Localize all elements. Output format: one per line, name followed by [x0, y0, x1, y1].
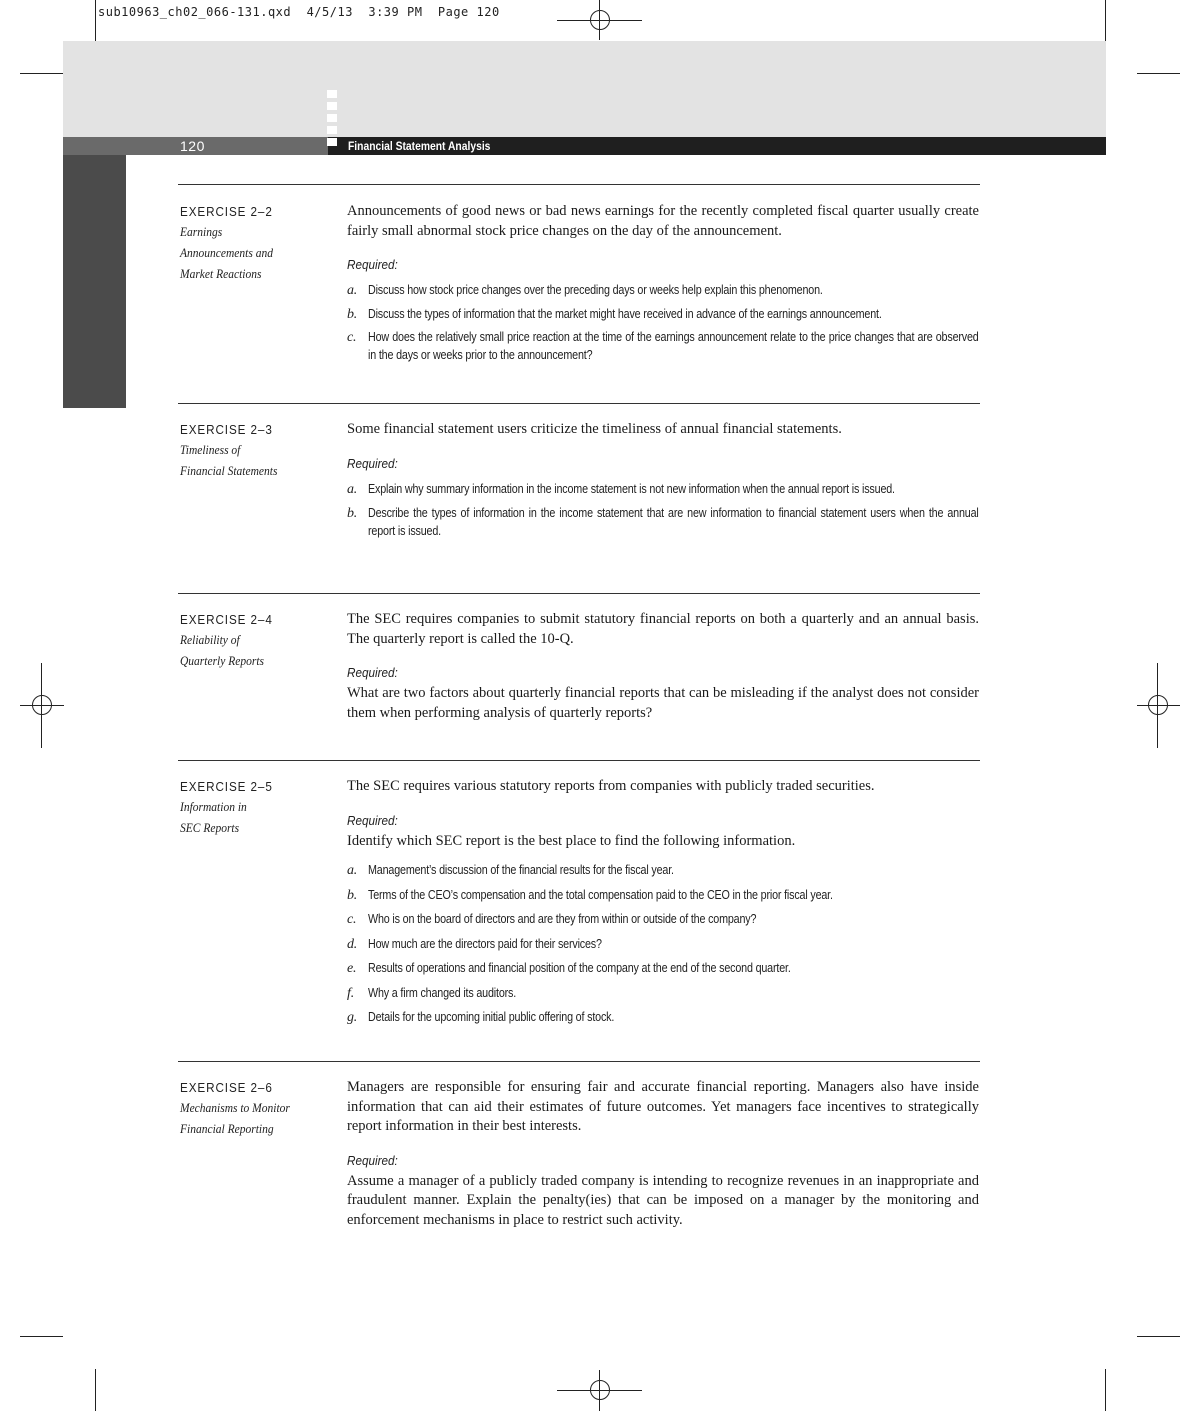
required-label: Required: [347, 665, 398, 680]
exercise-label [180, 612, 330, 672]
exercise-body [347, 1078, 979, 1230]
exercise-intro: The SEC requires various statutory reports from companies with publicly traded securities. [347, 778, 875, 794]
exercise-number: EXERCISE 2–6 [180, 1080, 273, 1095]
list-item: a. Discuss how stock price changes over the preceding days or weeks help explain this phenomenon. [347, 283, 823, 298]
list-item: b. Describe the types of information in the income statement that are new information to financial statement users when the annual report is issued. [347, 506, 979, 538]
question-list [347, 481, 979, 541]
section-rule [178, 760, 980, 761]
section-rule [178, 1061, 980, 1062]
print-slug: sub10963_ch02_066-131.qxd 4/5/13 3:39 PM Page 120 [98, 5, 500, 19]
question-list [347, 282, 979, 364]
list-item: b. Terms of the CEO’s compensation and the total compensation paid to the CEO in the prior fiscal year. [347, 887, 833, 903]
exercise-topic: Quarterly Reports [180, 654, 265, 668]
exercise-body [347, 420, 979, 540]
list-item: b. Discuss the types of information that the market might have received in advance of the earnings announcement. [347, 306, 882, 322]
header-tick-marks [327, 90, 337, 150]
exercise-label [180, 779, 330, 839]
exercise-intro: Announcements of good news or bad news earnings for the recently completed fiscal quarter usually create fairly small abnormal stock price changes on the day of the announcement. [347, 203, 979, 239]
section-rule [178, 403, 980, 404]
exercise-label [180, 1080, 330, 1140]
question-list [347, 862, 979, 1027]
exercise-body [347, 610, 979, 723]
list-item: e. Results of operations and financial position of the company at the end of the second quarter. [347, 961, 791, 976]
exercise-topic: Timeliness of [180, 443, 241, 457]
exercise-body [347, 202, 979, 364]
list-item: f. Why a firm changed its auditors. [347, 985, 517, 1001]
list-item: a. Management’s discussion of the financial results for the fiscal year. [347, 863, 674, 878]
list-item: g. Details for the upcoming initial public offering of stock. [347, 1010, 615, 1025]
section-rule [178, 184, 980, 185]
header-band [63, 41, 1106, 137]
exercise-label [180, 422, 330, 482]
exercise-label [180, 204, 330, 285]
required-label: Required: [347, 812, 398, 828]
exercise-topic: Mechanisms to Monitor [180, 1101, 290, 1115]
exercise-topic: Market Reactions [180, 267, 262, 281]
list-item: c. How does the relatively small price reaction at the time of the earnings announcement relate to the price changes that are observed in the days or weeks prior to the announcement? [347, 330, 979, 362]
exercise-intro: The SEC requires companies to submit statutory financial reports on both a quarterly and an annual basis. The quarterly report is called the 10-Q. [347, 611, 979, 647]
exercise-number: EXERCISE 2–4 [180, 612, 273, 627]
exercise-topic: Financial Statements [180, 464, 278, 478]
required-label: Required: [347, 257, 398, 272]
list-item: c. Who is on the board of directors and are they from within or outside of the company? [347, 912, 757, 927]
list-item: a. Explain why summary information in the income statement is not new information when the annual report is issued. [347, 481, 895, 497]
running-head: Financial Statement Analysis [348, 139, 491, 153]
exercise-number: EXERCISE 2–2 [180, 204, 273, 219]
list-item: d. How much are the directors paid for their services? [347, 936, 602, 952]
exercise-body [347, 777, 979, 1027]
exercise-topic: Financial Reporting [180, 1122, 274, 1136]
required-text: What are two factors about quarterly financial reports that can be misleading if the analyst does not consider them when performing analysis of quarterly reports? [347, 685, 979, 721]
required-text: Identify which SEC report is the best place to find the following information. [347, 832, 796, 849]
required-label: Required: [347, 455, 398, 471]
exercise-number: EXERCISE 2–3 [180, 422, 273, 437]
exercise-intro: Some financial statement users criticize the timeliness of annual financial statements. [347, 421, 842, 437]
exercise-intro: Managers are responsible for ensuring fair and accurate financial reporting. Managers also have inside information that can aid their estimates of future outcomes. Yet managers face incentives to strategically report information in their best interests. [347, 1079, 979, 1134]
page-number: 120 [180, 138, 205, 154]
exercise-topic: SEC Reports [180, 821, 240, 835]
required-label: Required: [347, 1152, 398, 1168]
section-rule [178, 593, 980, 594]
exercise-topic: Earnings [180, 225, 223, 239]
chapter-side-tab [63, 155, 126, 408]
required-text: Assume a manager of a publicly traded company is intending to recognize revenues in an inappropriate and fraudulent manner. Explain the penalty(ies) that can be imposed on a manager by the monitoring and enforcement mechanisms in place to restrict such activity. [347, 1172, 979, 1228]
exercise-topic: Reliability of [180, 633, 240, 647]
exercise-topic: Announcements and [180, 246, 273, 260]
exercise-topic: Information in [180, 800, 247, 814]
exercise-number: EXERCISE 2–5 [180, 779, 273, 794]
